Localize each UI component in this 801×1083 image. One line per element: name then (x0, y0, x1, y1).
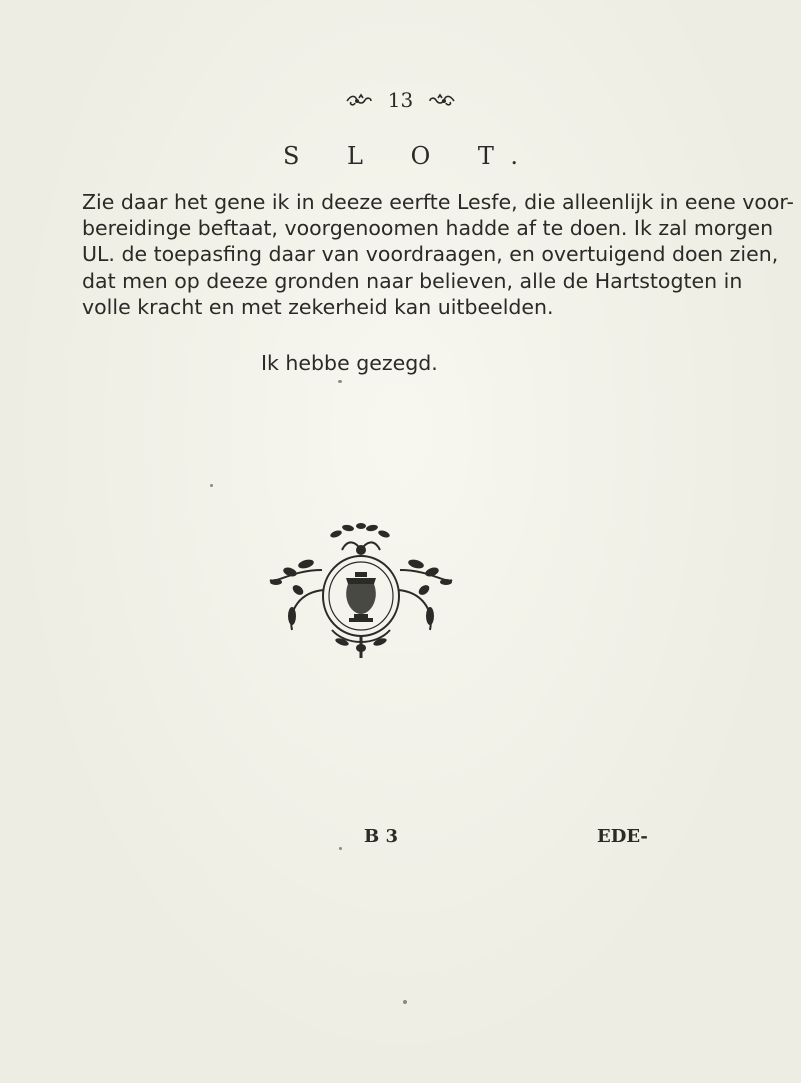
page-header (0, 86, 801, 112)
paper-speck (210, 484, 213, 487)
fleuron-right-icon (428, 93, 456, 107)
body-paragraph (82, 189, 794, 320)
closing-line: Ik hebbe gezegd. (261, 351, 438, 375)
paragraph-line: volle kracht en met zekerheid kan uitbeelden. (82, 294, 554, 319)
fleuron-left-icon (345, 93, 373, 107)
page-number: 13 (387, 87, 414, 112)
paper-speck (403, 1000, 407, 1004)
paragraph-line: Zie daar het gene ik in deeze eerfte Lesfe, die alleenlijk in eene voor- (82, 190, 794, 214)
paper-speck (339, 847, 342, 850)
urn-wreath-vignette-icon (262, 520, 460, 660)
paragraph-line: bereidinge beftaat, voorgenoomen hadde af te doen. Ik zal morgen (82, 216, 774, 241)
paper-speck (338, 380, 342, 383)
catchword: EDE- (597, 826, 648, 847)
section-title: S L O T. (282, 142, 539, 170)
signature-mark: B 3 (364, 826, 399, 847)
paragraph-line: dat men op deeze gronden naar believen, alle de Hartstogten in (82, 268, 743, 293)
paragraph-line: UL. de toepasfing daar van voordraagen, en overtuigend doen zien, (82, 242, 779, 267)
